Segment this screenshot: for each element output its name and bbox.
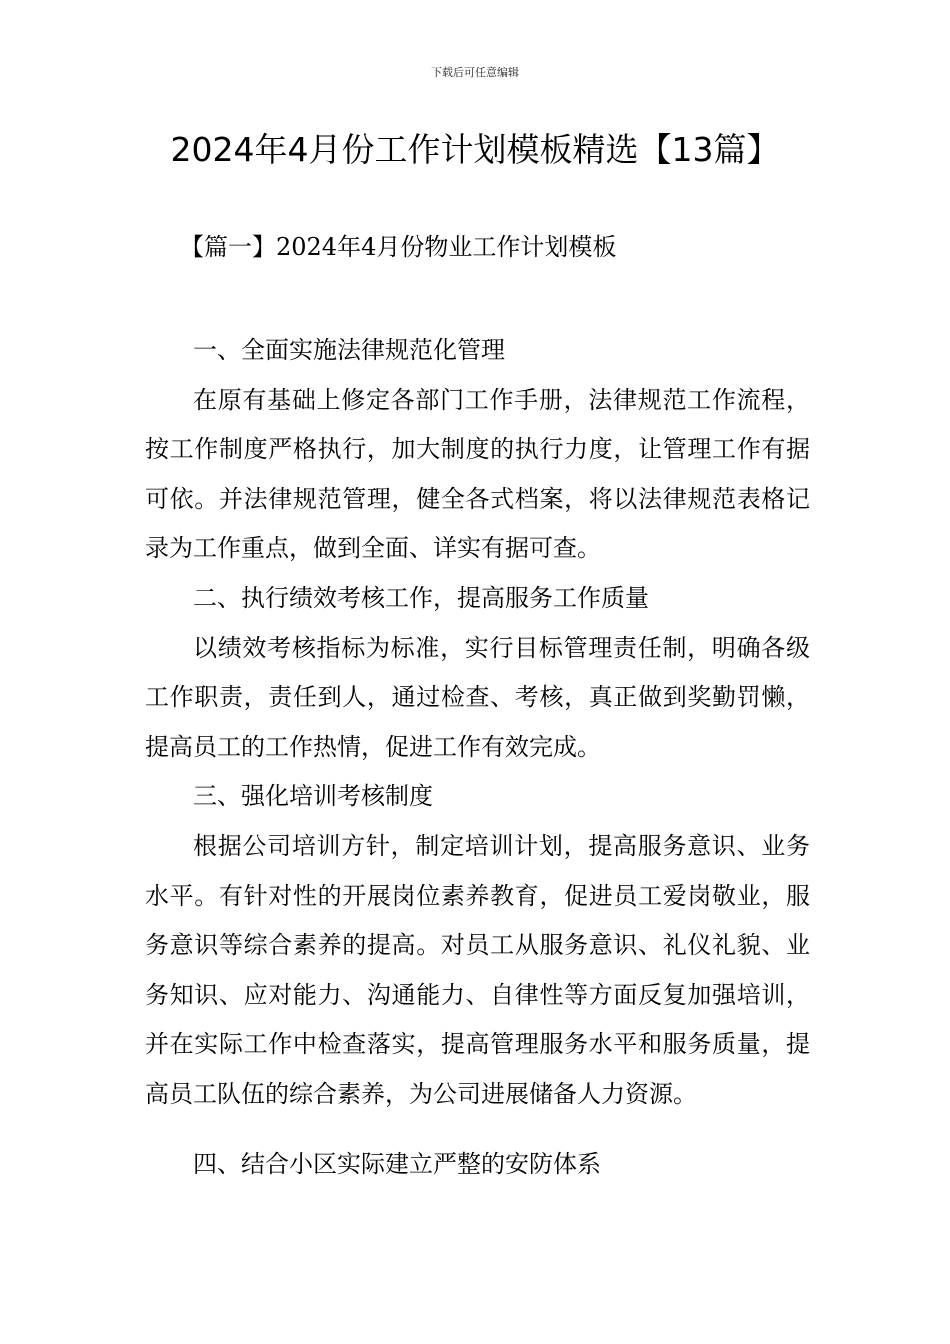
section-heading-2: 二、执行绩效考核工作，提高服务工作质量 <box>193 583 649 612</box>
document-title: 2024年4月份工作计划模板精选【13篇】 <box>170 130 780 169</box>
body-paragraph-3: 根据公司培训方针，制定培训计划，提高服务意识、业务水平。有针对性的开展岗位素养教育，促进员工爱岗敬业，服务意识等综合素养的提高。对员工从服务意识、礼仪礼貌、业务知识、应对能力、沟通能力、自律性等方面反复加强培训，并在实际工作中检查落实，提高管理服务水平和服务质量，提高员工队伍的综合素养，为公司进展储备人力资源。 <box>145 831 810 1108</box>
section-heading-3: 三、强化培训考核制度 <box>193 782 433 811</box>
section-subtitle: 【篇一】2024年4月份物业工作计划模板 <box>180 233 617 261</box>
document-body <box>145 326 810 1189</box>
body-paragraph-2: 以绩效考核指标为标准，实行目标管理责任制，明确各级工作职责，责任到人，通过检查、考核，真正做到奖勤罚懒，提高员工的工作热情，促进工作有效完成。 <box>145 633 810 761</box>
section-heading-1: 一、全面实施法律规范化管理 <box>193 336 505 364</box>
header-note: 下载后可任意编辑 <box>431 66 519 79</box>
section-heading-4: 四、结合小区实际建立严整的安防体系 <box>193 1149 601 1178</box>
body-paragraph-1: 在原有基础上修定各部门工作手册，法律规范工作流程，按工作制度严格执行，加大制度的执行力度，让管理工作有据可依。并法律规范管理，健全各式档案，将以法律规范表格记录为工作重点，做到全面、详实有据可查。 <box>145 385 810 563</box>
